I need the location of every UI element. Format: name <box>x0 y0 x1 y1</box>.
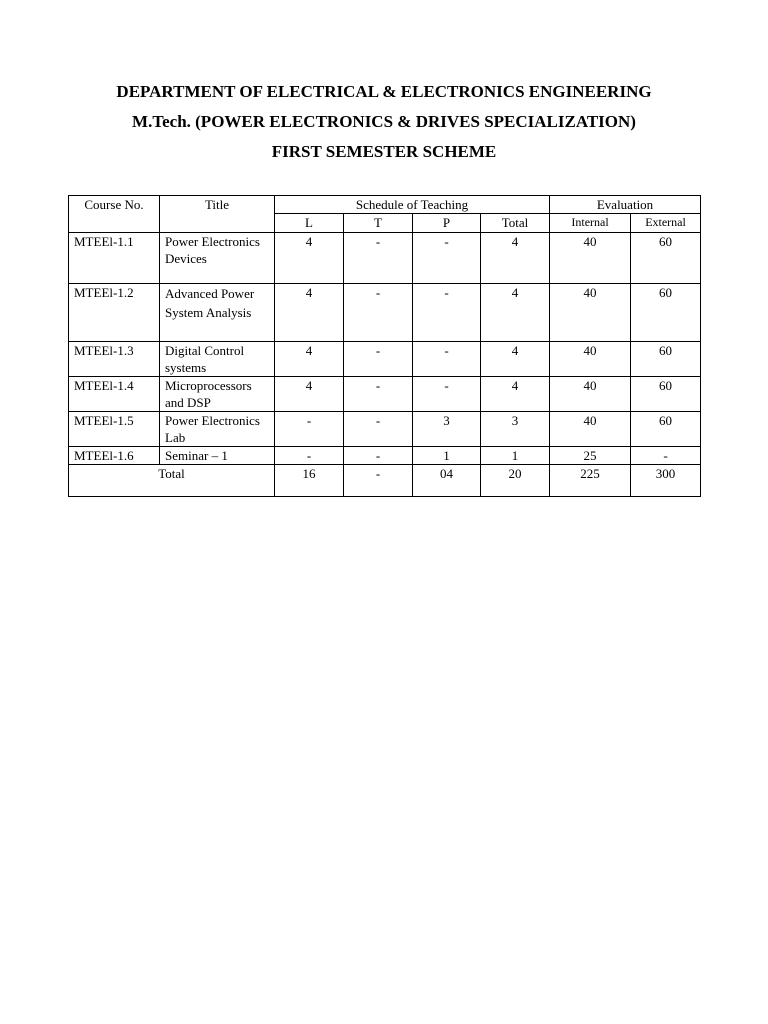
cell-p: 1 <box>413 447 481 465</box>
course-code: MTEEl-1.4 <box>69 377 160 412</box>
cell-t: - <box>344 377 413 412</box>
course-title: Power Electronics Lab <box>160 412 275 447</box>
cell-l: 4 <box>275 233 344 284</box>
table-row <box>69 284 701 342</box>
table-row <box>69 377 701 412</box>
cell-external: - <box>631 447 701 465</box>
cell-internal: 40 <box>550 342 631 377</box>
cell-t: - <box>344 412 413 447</box>
cell-total: 3 <box>481 412 550 447</box>
course-title: Microprocessors and DSP <box>160 377 275 412</box>
cell-total: 1 <box>481 447 550 465</box>
total-internal: 225 <box>550 465 631 497</box>
cell-external: 60 <box>631 284 701 342</box>
cell-p: - <box>413 377 481 412</box>
table-row <box>69 342 701 377</box>
cell-t: - <box>344 342 413 377</box>
cell-external: 60 <box>631 377 701 412</box>
header-row-top <box>69 196 701 214</box>
cell-p: - <box>413 233 481 284</box>
total-t: - <box>344 465 413 497</box>
cell-l: 4 <box>275 342 344 377</box>
header-external: External <box>631 214 701 233</box>
header-t: T <box>344 214 413 233</box>
total-total: 20 <box>481 465 550 497</box>
cell-external: 60 <box>631 412 701 447</box>
total-p: 04 <box>413 465 481 497</box>
cell-total: 4 <box>481 233 550 284</box>
table-row <box>69 447 701 465</box>
course-title: Power Electronics Devices <box>160 233 275 284</box>
header-schedule: Schedule of Teaching <box>275 196 550 214</box>
course-code: MTEEl-1.6 <box>69 447 160 465</box>
total-external: 300 <box>631 465 701 497</box>
cell-p: - <box>413 342 481 377</box>
cell-l: 4 <box>275 377 344 412</box>
header-p: P <box>413 214 481 233</box>
cell-t: - <box>344 233 413 284</box>
cell-external: 60 <box>631 342 701 377</box>
scheme-table <box>68 195 701 497</box>
table-row <box>69 233 701 284</box>
cell-l: - <box>275 412 344 447</box>
totals-label: Total <box>69 465 275 497</box>
semester-heading: FIRST SEMESTER SCHEME <box>271 142 497 161</box>
cell-external: 60 <box>631 233 701 284</box>
course-title: Digital Control systems <box>160 342 275 377</box>
course-title: Seminar – 1 <box>160 447 275 465</box>
header-total: Total <box>481 214 550 233</box>
cell-l: 4 <box>275 284 344 342</box>
cell-internal: 25 <box>550 447 631 465</box>
course-code: MTEEl-1.2 <box>69 284 160 342</box>
cell-t: - <box>344 284 413 342</box>
cell-p: 3 <box>413 412 481 447</box>
totals-row <box>69 465 701 497</box>
cell-p: - <box>413 284 481 342</box>
cell-internal: 40 <box>550 412 631 447</box>
header-course-no: Course No. <box>69 196 160 233</box>
cell-internal: 40 <box>550 284 631 342</box>
table-row <box>69 412 701 447</box>
header-title: Title <box>160 196 275 233</box>
course-code: MTEEl-1.1 <box>69 233 160 284</box>
cell-t: - <box>344 447 413 465</box>
total-l: 16 <box>275 465 344 497</box>
header-internal: Internal <box>550 214 631 233</box>
program-heading: M.Tech. (POWER ELECTRONICS & DRIVES SPECIALIZATION) <box>132 112 636 131</box>
course-title: Advanced Power System Analysis <box>160 284 275 342</box>
header-evaluation: Evaluation <box>550 196 701 214</box>
course-code: MTEEl-1.3 <box>69 342 160 377</box>
cell-internal: 40 <box>550 233 631 284</box>
cell-l: - <box>275 447 344 465</box>
cell-internal: 40 <box>550 377 631 412</box>
cell-total: 4 <box>481 342 550 377</box>
cell-total: 4 <box>481 377 550 412</box>
course-code: MTEEl-1.5 <box>69 412 160 447</box>
cell-total: 4 <box>481 284 550 342</box>
header-l: L <box>275 214 344 233</box>
department-heading: DEPARTMENT OF ELECTRICAL & ELECTRONICS ENGINEERING <box>116 82 652 101</box>
